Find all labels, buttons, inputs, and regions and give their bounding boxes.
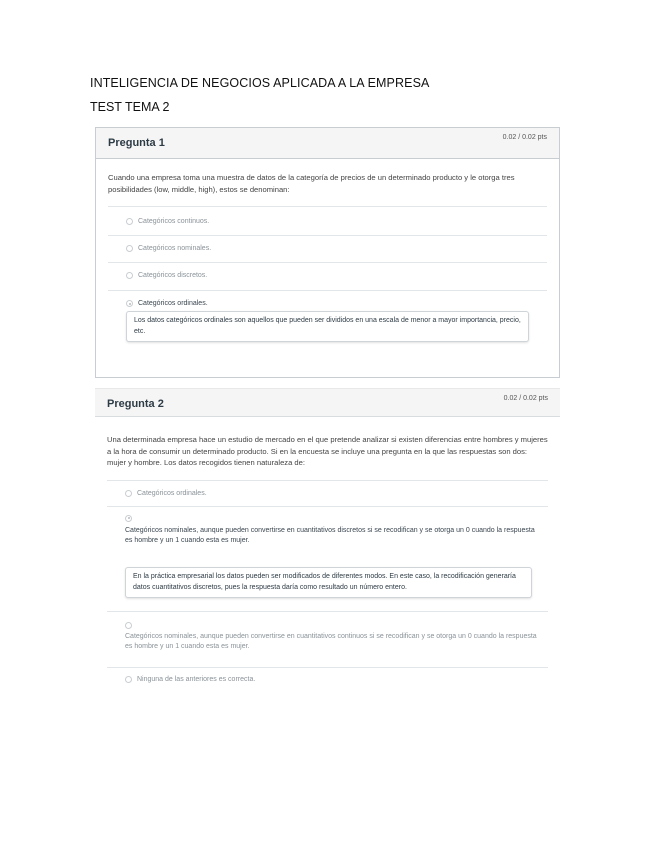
answer-option[interactable] (108, 206, 547, 236)
question-title: Pregunta 2 (107, 398, 164, 410)
answer-comment: En la práctica empresarial los datos pueden ser modificados de diferentes modos. En este caso, la recodificación generaría datos cuantitativos discretos, pues la respuesta daría como resultado un número entero. (125, 567, 532, 598)
answer-option[interactable] (108, 263, 547, 291)
document-subtitle: TEST TEMA 2 (90, 100, 170, 114)
radio-button-selected[interactable] (126, 300, 133, 307)
answer-list (108, 206, 547, 351)
answer-option[interactable] (108, 291, 547, 351)
answer-option[interactable] (107, 668, 548, 694)
radio-button[interactable] (125, 622, 132, 629)
answer-label: Categóricos ordinales. (137, 489, 207, 497)
question-card (95, 388, 560, 708)
question-points: 0.02 / 0.02 pts (502, 134, 547, 141)
radio-button[interactable] (125, 676, 132, 683)
radio-button[interactable] (125, 490, 132, 497)
question-header (96, 128, 559, 159)
answer-label: Categóricos nominales, aunque pueden convertirse en cuantitativos discretos si se recodifican y se otorga un 0 cuando la respuesta es hombre y un 1 cuando esta es mujer. (125, 526, 535, 544)
answer-label: Ninguna de las anteriores es correcta. (137, 675, 256, 683)
question-text: Una determinada empresa hace un estudio de mercado en el que pretende analizar si existen diferencias entre hombres y mujeres a la hora de consumir un determinado producto. Si en la encuesta se incluye una pregunta en la que las respuestas son dos: mujer y hombre. Los datos recogidos tienen naturaleza de: (107, 435, 548, 467)
question-header (95, 389, 560, 417)
answer-comment: Los datos categóricos ordinales son aquellos que pueden ser divididos en una escala de menor a mayor importancia, precio, etc. (126, 311, 529, 342)
answer-label: Categóricos ordinales. (138, 300, 208, 307)
question-points: 0.02 / 0.02 pts (503, 395, 548, 402)
answer-label: Categóricos nominales, aunque pueden convertirse en cuantitativos continuos si se recodifican y se otorga un 0 cuando la respuesta es hombre y un 1 cuando esta es mujer. (125, 632, 537, 650)
radio-button-selected[interactable] (125, 515, 132, 522)
radio-button[interactable] (126, 218, 133, 225)
answer-option[interactable] (107, 612, 548, 668)
radio-button[interactable] (126, 272, 133, 279)
answer-list (107, 480, 548, 694)
question-card (95, 127, 560, 378)
answer-label: Categóricos discretos. (138, 272, 208, 279)
document-title: INTELIGENCIA DE NEGOCIOS APLICADA A LA EMPRESA (90, 76, 430, 90)
answer-option[interactable] (107, 480, 548, 507)
answer-label: Categóricos continuos. (138, 218, 210, 225)
answer-label: Categóricos nominales. (138, 245, 212, 252)
answer-option[interactable] (108, 236, 547, 263)
answer-option[interactable] (107, 507, 548, 612)
question-title: Pregunta 1 (108, 137, 165, 149)
radio-button[interactable] (126, 245, 133, 252)
question-text: Cuando una empresa toma una muestra de datos de la categoría de precios de un determinado producto y le otorga tres posibilidades (low, middle, high), estos se denominan: (108, 173, 515, 194)
